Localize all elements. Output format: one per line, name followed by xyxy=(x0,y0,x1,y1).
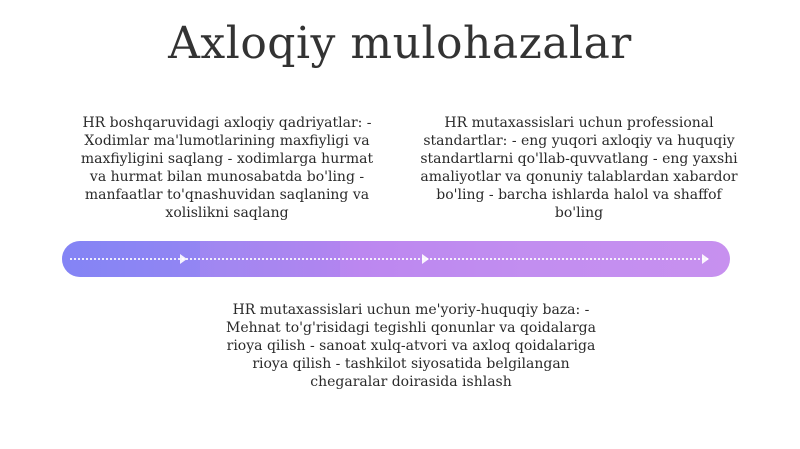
timeline-dotted-line xyxy=(70,258,708,260)
professional-standards-text: HR mutaxassislari uchun professional standartlar: - eng yuqori axloqiy va huquqiy standartlarni qo'llab-quvvatlang - eng yaxshi amaliyotlar va qonuniy talablardan xabardor bo'ling - barcha ishlarda halol va shaffof bo'ling xyxy=(420,115,738,221)
arrow-right-icon xyxy=(180,254,187,264)
page-title: Axloqiy mulohazalar xyxy=(168,18,632,69)
ethical-values-text: HR boshqaruvidagi axloqiy qadriyatlar: - Xodimlar ma'lumotlarining maxfiyligi va maxfiyligini saqlang - xodimlarga hurmat va hurmat bilan munosabatda bo'ling - manfaatlar to'qnashuvidan saqlaning va xolislikni saqlang xyxy=(80,115,374,221)
regulatory-framework-text: HR mutaxassislari uchun me'yoriy-huquqiy baza: - Mehnat to'g'risidagi tegishli qonunlar va qoidalarga rioya qilish - sanoat xulq-atvori va axloq qoidalariga rioya qilish - tashkilot siyosatida belgilangan chegaralar doirasida ishlash xyxy=(226,302,596,390)
arrow-right-icon xyxy=(422,254,429,264)
timeline-bar xyxy=(62,241,730,277)
arrow-right-icon xyxy=(702,254,709,264)
